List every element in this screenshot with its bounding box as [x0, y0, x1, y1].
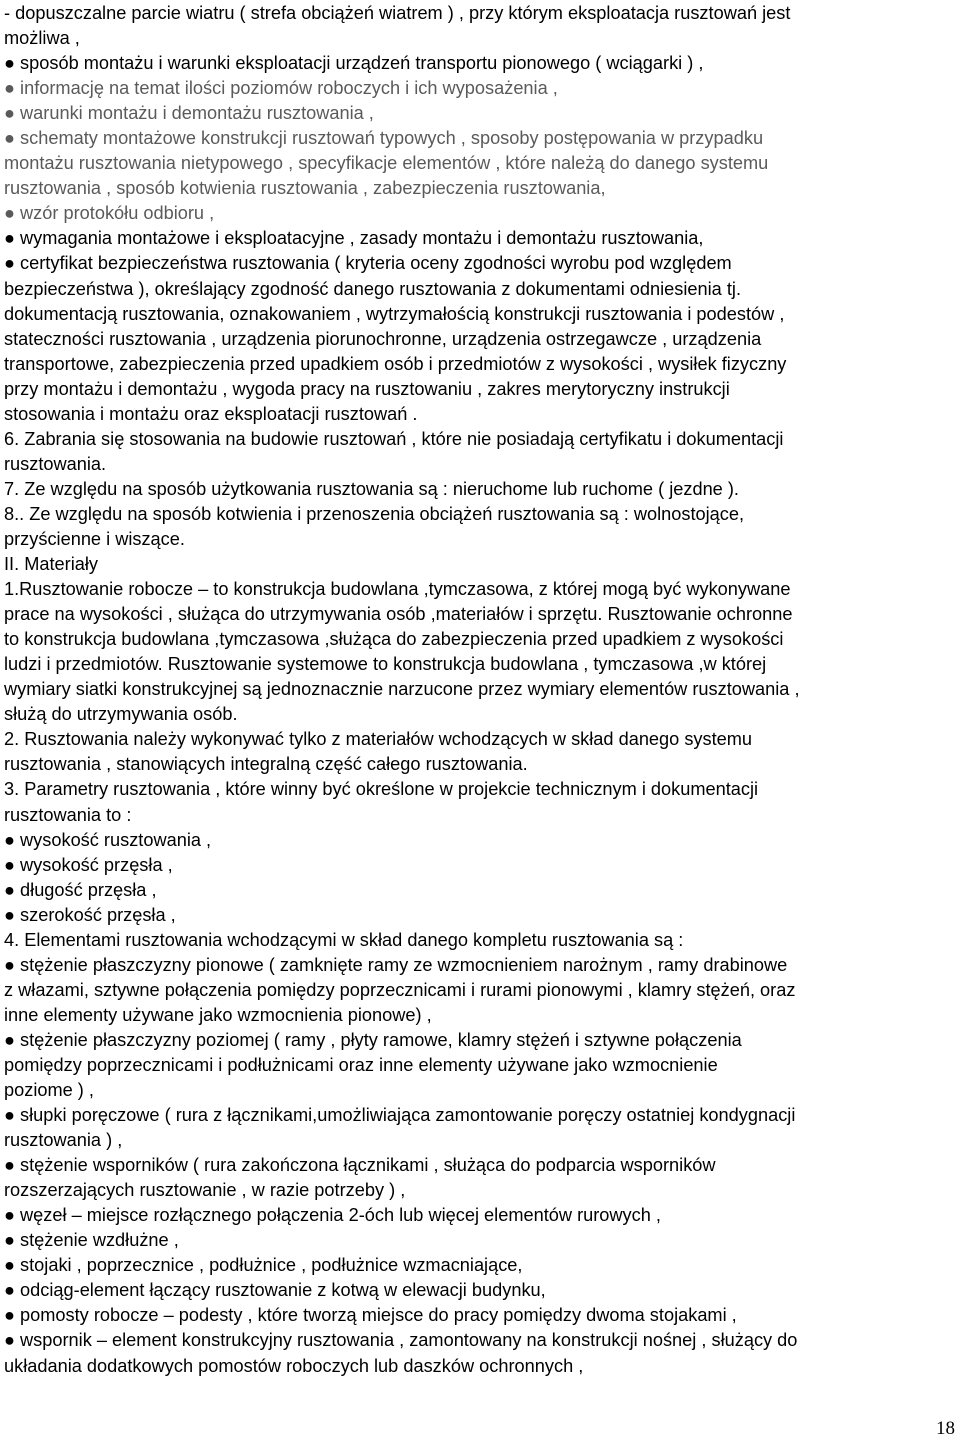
text-line: ● wymagania montażowe i eksploatacyjne , zasady montażu i demontażu rusztowania,	[4, 228, 704, 249]
text-line: stosowania i montażu oraz eksploatacji rusztowań .	[4, 403, 418, 424]
text-line: rozszerzających rusztowanie , w razie potrzeby ) ,	[4, 1180, 406, 1201]
text-line: ● schematy montażowe konstrukcji rusztowań typowych , sposoby postępowania w przypadku	[4, 128, 764, 149]
text-line: rusztowania.	[4, 453, 107, 474]
text-line: 3. Parametry rusztowania , które winny być określone w projekcie technicznym i dokumentacji	[4, 779, 759, 800]
text-line: ● długość przęsła ,	[4, 879, 157, 900]
text-line: ● pomosty robocze – podesty , które tworzą miejsce do pracy pomiędzy dwoma stojakami ,	[4, 1305, 737, 1326]
text-line: bezpieczeństwa ), określający zgodność danego rusztowania z dokumentami odniesienia tj.	[4, 278, 742, 299]
text-line: ● stężenie wzdłużne ,	[4, 1230, 179, 1251]
text-line: II. Materiały	[4, 554, 98, 575]
text-line: ● wzór protokółu odbioru ,	[4, 203, 215, 224]
text-line: ● odciąg-element łączący rusztowanie z kotwą w elewacji budynku,	[4, 1280, 546, 1301]
text-line: ● wspornik – element konstrukcyjny rusztowania , zamontowany na konstrukcji nośnej , służący do	[4, 1330, 798, 1351]
text-line: stateczności rusztowania , urządzenia piorunochronne, urządzenia ostrzegawcze , urządzenia	[4, 328, 762, 349]
text-line: układania dodatkowych pomostów roboczych lub daszków ochronnych ,	[4, 1355, 584, 1376]
text-line: 4. Elementami rusztowania wchodzącymi w skład danego kompletu rusztowania są :	[4, 929, 684, 950]
text-line: 6. Zabrania się stosowania na budowie rusztowań , które nie posiadają certyfikatu i dokumentacji	[4, 428, 784, 449]
text-line: poziome ) ,	[4, 1080, 94, 1101]
text-line: wymiary siatki konstrukcyjnej są jednoznacznie narzucone przez wymiary elementów rusztowania ,	[4, 679, 800, 700]
text-line: ● szerokość przęsła ,	[4, 904, 176, 925]
text-line: ● stężenie płaszczyzny poziomej ( ramy , płyty ramowe, klamry stężeń i sztywne połączenia	[4, 1029, 742, 1050]
text-line: ● wysokość przęsła ,	[4, 854, 173, 875]
text-line: ● warunki montażu i demontażu rusztowania ,	[4, 103, 374, 124]
text-line: służą do utrzymywania osób.	[4, 704, 238, 725]
text-line: 1.Rusztowanie robocze – to konstrukcja budowlana ,tymczasowa, z której mogą być wykonywane	[4, 579, 791, 600]
text-line: rusztowania ) ,	[4, 1130, 123, 1151]
text-line: ● certyfikat bezpieczeństwa rusztowania ( kryteria oceny zgodności wyrobu pod względem	[4, 253, 732, 274]
text-line: rusztowania , sposób kotwienia rusztowania , zabezpieczenia rusztowania,	[4, 178, 606, 199]
text-line: ● słupki poręczowe ( rura z łącznikami,umożliwiająca zamontowanie poręczy ostatniej kondygnacji	[4, 1105, 796, 1126]
text-line: ● informację na temat ilości poziomów roboczych i ich wyposażenia ,	[4, 78, 558, 99]
body-text	[4, 1, 958, 1379]
text-line: to konstrukcja budowlana ,tymczasowa ,służąca do zabezpieczenia przed upadkiem z wysokości	[4, 629, 784, 650]
text-line: rusztowania , stanowiących integralną część całego rusztowania.	[4, 754, 528, 775]
page-number: 18	[936, 1418, 955, 1439]
text-line: transportowe, zabezpieczenia przed upadkiem osób i przedmiotów z wysokości , wysiłek fizyczny	[4, 353, 787, 374]
text-line: przy montażu i demontażu , wygoda pracy na rusztowaniu , zakres merytoryczny instrukcji	[4, 378, 730, 399]
text-line: montażu rusztowania nietypowego , specyfikacje elementów , które należą do danego systemu	[4, 153, 769, 174]
text-line: ● stojaki , poprzecznice , podłużnice , podłużnice wzmacniające,	[4, 1255, 523, 1276]
text-line: ● wysokość rusztowania ,	[4, 829, 212, 850]
text-line: ludzi i przedmiotów. Rusztowanie systemowe to konstrukcja budowlana , tymczasowa ,w której	[4, 654, 767, 675]
text-line: możliwa ,	[4, 28, 80, 49]
text-line: dokumentacją rusztowania, oznakowaniem , wytrzymałością konstrukcji rusztowania i podestów ,	[4, 303, 785, 324]
text-line: inne elementy używane jako wzmocnienia pionowe) ,	[4, 1004, 432, 1025]
text-line: 2. Rusztowania należy wykonywać tylko z materiałów wchodzących w skład danego systemu	[4, 729, 753, 750]
text-line: ● sposób montażu i warunki eksploatacji urządzeń transportu pionowego ( wciągarki ) ,	[4, 53, 704, 74]
text-line: pomiędzy poprzecznicami i podłużnicami oraz inne elementy używane jako wzmocnienie	[4, 1054, 718, 1075]
text-line: rusztowania to :	[4, 804, 132, 825]
text-line: - dopuszczalne parcie wiatru ( strefa obciążeń wiatrem ) , przy którym eksploatacja rusztowań jest	[4, 3, 791, 23]
text-line: przyścienne i wiszące.	[4, 528, 185, 549]
text-line: 7. Ze względu na sposób użytkowania rusztowania są : nieruchome lub ruchome ( jezdne ).	[4, 478, 739, 499]
text-line: prace na wysokości , służąca do utrzymywania osób ,materiałów i sprzętu. Rusztowanie ochronne	[4, 604, 793, 625]
text-line: ● stężenie płaszczyzny pionowe ( zamknięte ramy ze wzmocnieniem narożnym , ramy drabinowe	[4, 954, 788, 975]
text-line: 8.. Ze względu na sposób kotwienia i przenoszenia obciążeń rusztowania są : wolnostojące,	[4, 503, 745, 524]
text-line: ● stężenie wsporników ( rura zakończona łącznikami , służąca do podparcia wsporników	[4, 1155, 716, 1176]
text-line: ● węzeł – miejsce rozłącznego połączenia 2-óch lub więcej elementów rurowych ,	[4, 1205, 661, 1226]
text-line: z włazami, sztywne połączenia pomiędzy poprzecznicami i rurami pionowymi , klamry stężeń, oraz	[4, 979, 796, 1000]
